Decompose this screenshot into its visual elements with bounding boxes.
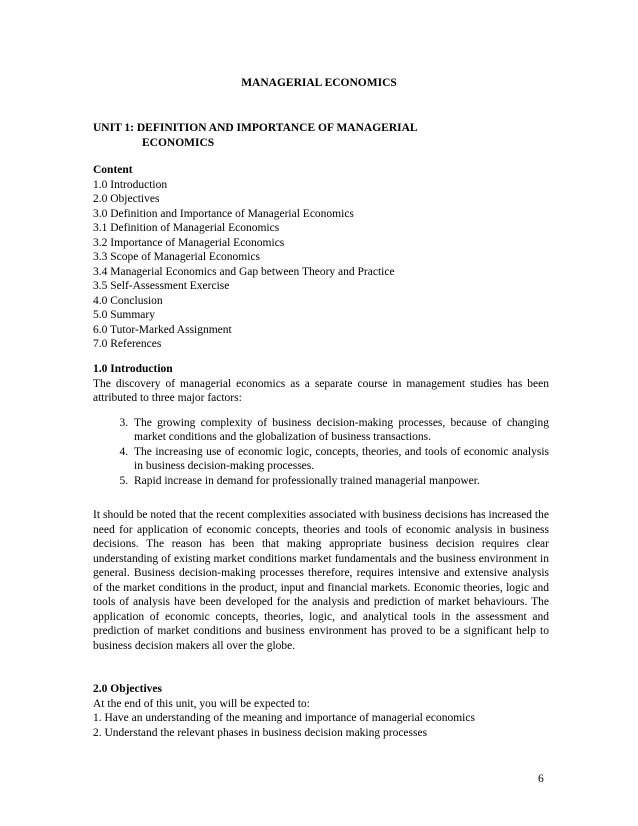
document-title: MANAGERIAL ECONOMICS xyxy=(241,77,397,89)
objective-item: 2. Understand the relevant phases in business decision making processes xyxy=(93,726,428,739)
introduction-heading: 1.0 Introduction xyxy=(93,363,173,375)
page-number: 6 xyxy=(538,773,544,785)
toc-item: 3.0 Definition and Importance of Managerial Economics xyxy=(93,207,354,220)
toc-item: 5.0 Summary xyxy=(93,309,155,321)
toc-item: 6.0 Tutor-Marked Assignment xyxy=(93,323,232,336)
introduction-section xyxy=(93,362,549,488)
content-section xyxy=(93,163,549,352)
table-of-contents xyxy=(93,178,549,352)
toc-item: 7.0 References xyxy=(93,338,162,350)
toc-item: 1.0 Introduction xyxy=(93,178,168,191)
unit-heading xyxy=(93,121,418,150)
unit-heading-line-2: ECONOMICS xyxy=(142,136,215,149)
toc-item: 4.0 Conclusion xyxy=(93,294,163,307)
content-heading: Content xyxy=(93,164,133,176)
factor-item: 3. The growing complexity of business decision-making processes, because of changing market conditions and the globalization of business transactions. xyxy=(131,416,549,445)
toc-item: 3.4 Managerial Economics and Gap between Theory and Practice xyxy=(93,265,395,278)
objectives-heading: 2.0 Objectives xyxy=(93,683,162,695)
unit-heading-line-1: UNIT 1: DEFINITION AND IMPORTANCE OF MANAGERIAL xyxy=(93,122,418,134)
factor-item: 5. Rapid increase in demand for professionally trained managerial manpower. xyxy=(131,474,549,489)
factors-list xyxy=(93,416,549,489)
objective-item: 1. Have an understanding of the meaning and importance of managerial economics xyxy=(93,712,475,724)
objectives-lead: At the end of this unit, you will be expected to: xyxy=(93,697,310,710)
introduction-paragraph: It should be noted that the recent complexities associated with business decisions has increased the need for application of economic concepts, theories and tools of economic analysis in business decisions. The reason has been that making appropriate business decision requires clear understanding of existing market conditions market fundamentals and the business environment in general. Business decision-making processes therefore, requires intensive and extensive analysis of the market conditions in the product, input and financial markets. Economic theories, logic and tools of analysis have been developed for the analysis and prediction of market behaviours. The application of economic concepts, theories, logic, and analytical tools in the assessment and prediction of market conditions and business environment has proved to be a significant help to business decision makers all over the globe. xyxy=(93,509,549,652)
toc-item: 3.1 Definition of Managerial Economics xyxy=(93,222,280,234)
factor-item: 4. The increasing use of economic logic, concepts, theories, and tools of economic analysis in business decision-making processes. xyxy=(131,445,549,474)
toc-item: 3.3 Scope of Managerial Economics xyxy=(93,251,261,263)
objectives-section xyxy=(93,682,549,740)
toc-item: 3.5 Self-Assessment Exercise xyxy=(93,280,230,292)
toc-item: 2.0 Objectives xyxy=(93,193,160,205)
toc-item: 3.2 Importance of Managerial Economics xyxy=(93,236,285,249)
introduction-lead: The discovery of managerial economics as a separate course in management studies has been attributed to three major factors: xyxy=(93,377,549,404)
